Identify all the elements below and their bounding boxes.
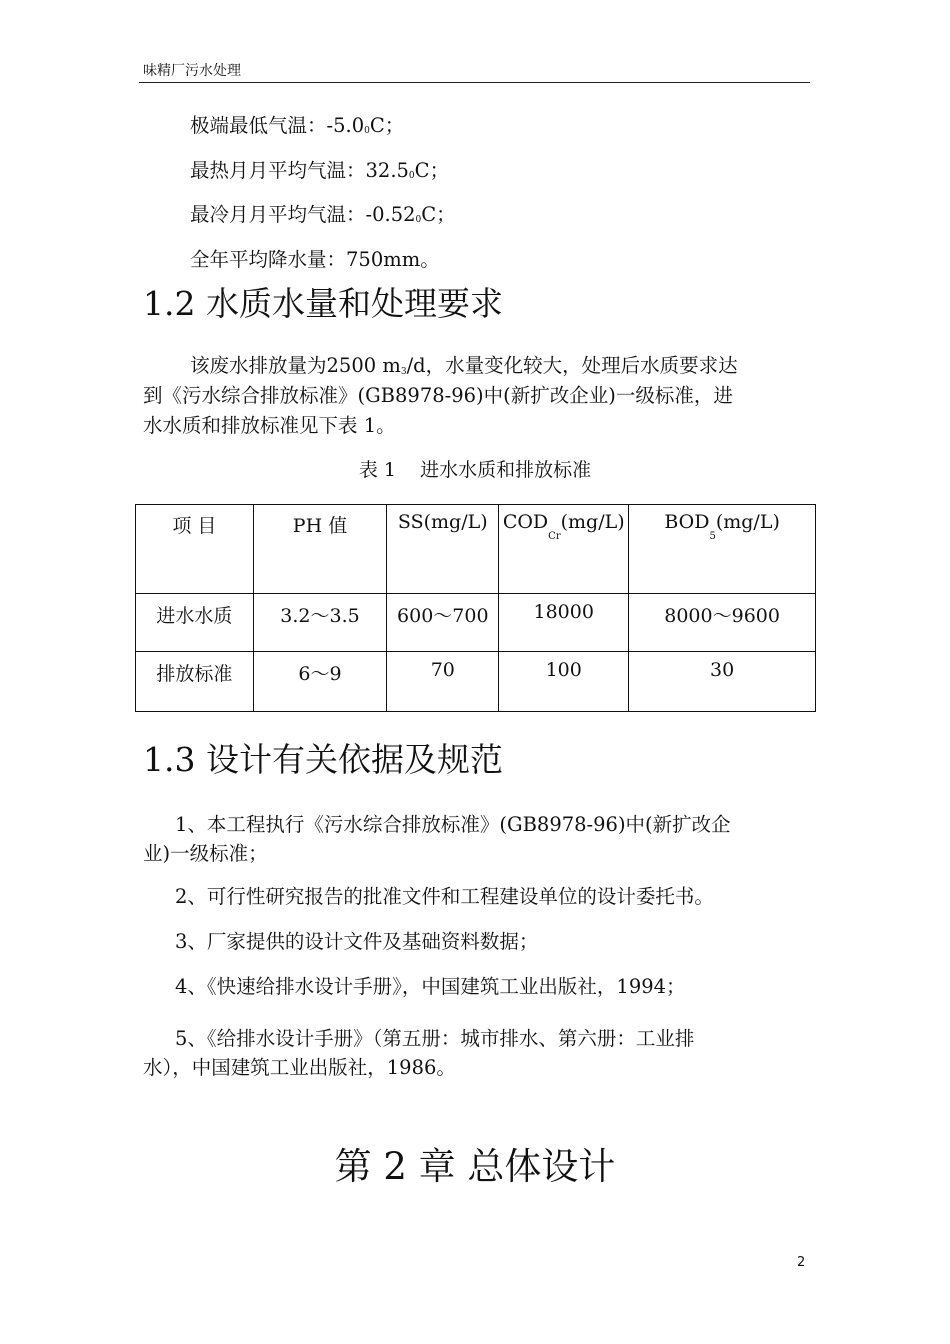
header-bod: [629, 505, 816, 594]
cell-item: 进水水质: [136, 594, 254, 652]
ref-item-1-line2: 业)一级标准；: [143, 842, 268, 865]
cold-month-label: 最冷月月平均气温：-0.52: [190, 203, 416, 226]
cell-cod: 18000: [499, 594, 629, 652]
header-cod: [499, 505, 629, 594]
header-ss: SS(mg/L): [387, 505, 499, 594]
hot-month-line: [190, 157, 449, 189]
section-1-2-para-line1: [190, 352, 738, 384]
ref-item-5-line1: 5、《给排水设计手册》（第五册：城市排水、第六册：工业排: [175, 1027, 695, 1050]
hot-month-label: 最热月月平均气温：32.5: [190, 159, 409, 182]
header-bod-text: BOD: [664, 511, 710, 533]
min-temp-unit: C；: [369, 114, 405, 137]
hot-month-unit: C；: [414, 159, 450, 182]
min-temp-label: 极端最低气温：-5.0: [190, 114, 365, 137]
ref-item-4: 4、《快速给排水设计手册》，中国建筑工业出版社，1994；: [175, 975, 686, 998]
chapter-title: 第 2 章 总体设计: [334, 1145, 616, 1188]
cell-cod: 100: [499, 652, 629, 712]
header-cod-sub: Cr: [548, 531, 561, 542]
section-1-2-heading: 1.2 水质水量和处理要求: [143, 284, 503, 323]
header-cod-unit: (mg/L): [560, 511, 625, 533]
discharge-text-b: /d，水量变化较大，处理后水质要求达: [406, 354, 738, 377]
cold-month-degree: 0: [415, 215, 422, 225]
cell-ss: 600～700: [387, 594, 499, 652]
section-1-2-para-line3: 水水质和排放标准见下表 1。: [143, 414, 396, 437]
table-header-row: [136, 505, 816, 594]
running-header: 味精厂污水处理: [143, 63, 241, 79]
ref-item-1-line1: 1、本工程执行《污水综合排放标准》(GB8978-96)中(新扩改企: [175, 813, 731, 836]
header-bod-sub: 5: [709, 531, 716, 542]
cell-item: 排放标准: [136, 652, 254, 712]
cell-ph: 6～9: [253, 652, 387, 712]
ref-item-2: 2、可行性研究报告的批准文件和工程建设单位的设计委托书。: [175, 885, 714, 908]
header-ph: PH 值: [253, 505, 387, 594]
rainfall-line: 全年平均降水量：750mm。: [190, 248, 440, 271]
ref-item-3: 3、厂家提供的设计文件及基础资料数据；: [175, 930, 539, 953]
hot-month-degree: 0: [408, 171, 415, 181]
header-bod-unit: (mg/L): [715, 511, 780, 533]
discharge-unit-sup: 3: [400, 367, 407, 377]
water-quality-table: [135, 504, 816, 712]
table-row: [136, 594, 816, 652]
cold-month-unit: C；: [421, 203, 456, 226]
header-item: 项 目: [136, 505, 254, 594]
cold-month-line: [190, 201, 456, 233]
section-1-2-para-line2: 到《污水综合排放标准》(GB8978-96)中(新扩改企业)一级标准，进: [143, 384, 733, 407]
cell-bod: 30: [629, 652, 816, 712]
header-rule: [139, 82, 810, 83]
header-cod-text: COD: [502, 511, 549, 533]
min-temp-line: [190, 112, 404, 144]
cell-ss: 70: [387, 652, 499, 712]
table-row: [136, 652, 816, 712]
discharge-text-a: 该废水排放量为2500 m: [190, 354, 401, 377]
table-caption: 表 1 进水水质和排放标准: [358, 459, 592, 481]
min-temp-degree: 0: [364, 126, 370, 136]
section-1-3-heading: 1.3 设计有关依据及规范: [143, 740, 503, 779]
cell-ph: 3.2～3.5: [253, 594, 387, 652]
page-number: 2: [797, 1255, 806, 1270]
ref-item-5-line2: 水），中国建筑工业出版社，1986。: [143, 1056, 456, 1079]
cell-bod: 8000～9600: [629, 594, 816, 652]
